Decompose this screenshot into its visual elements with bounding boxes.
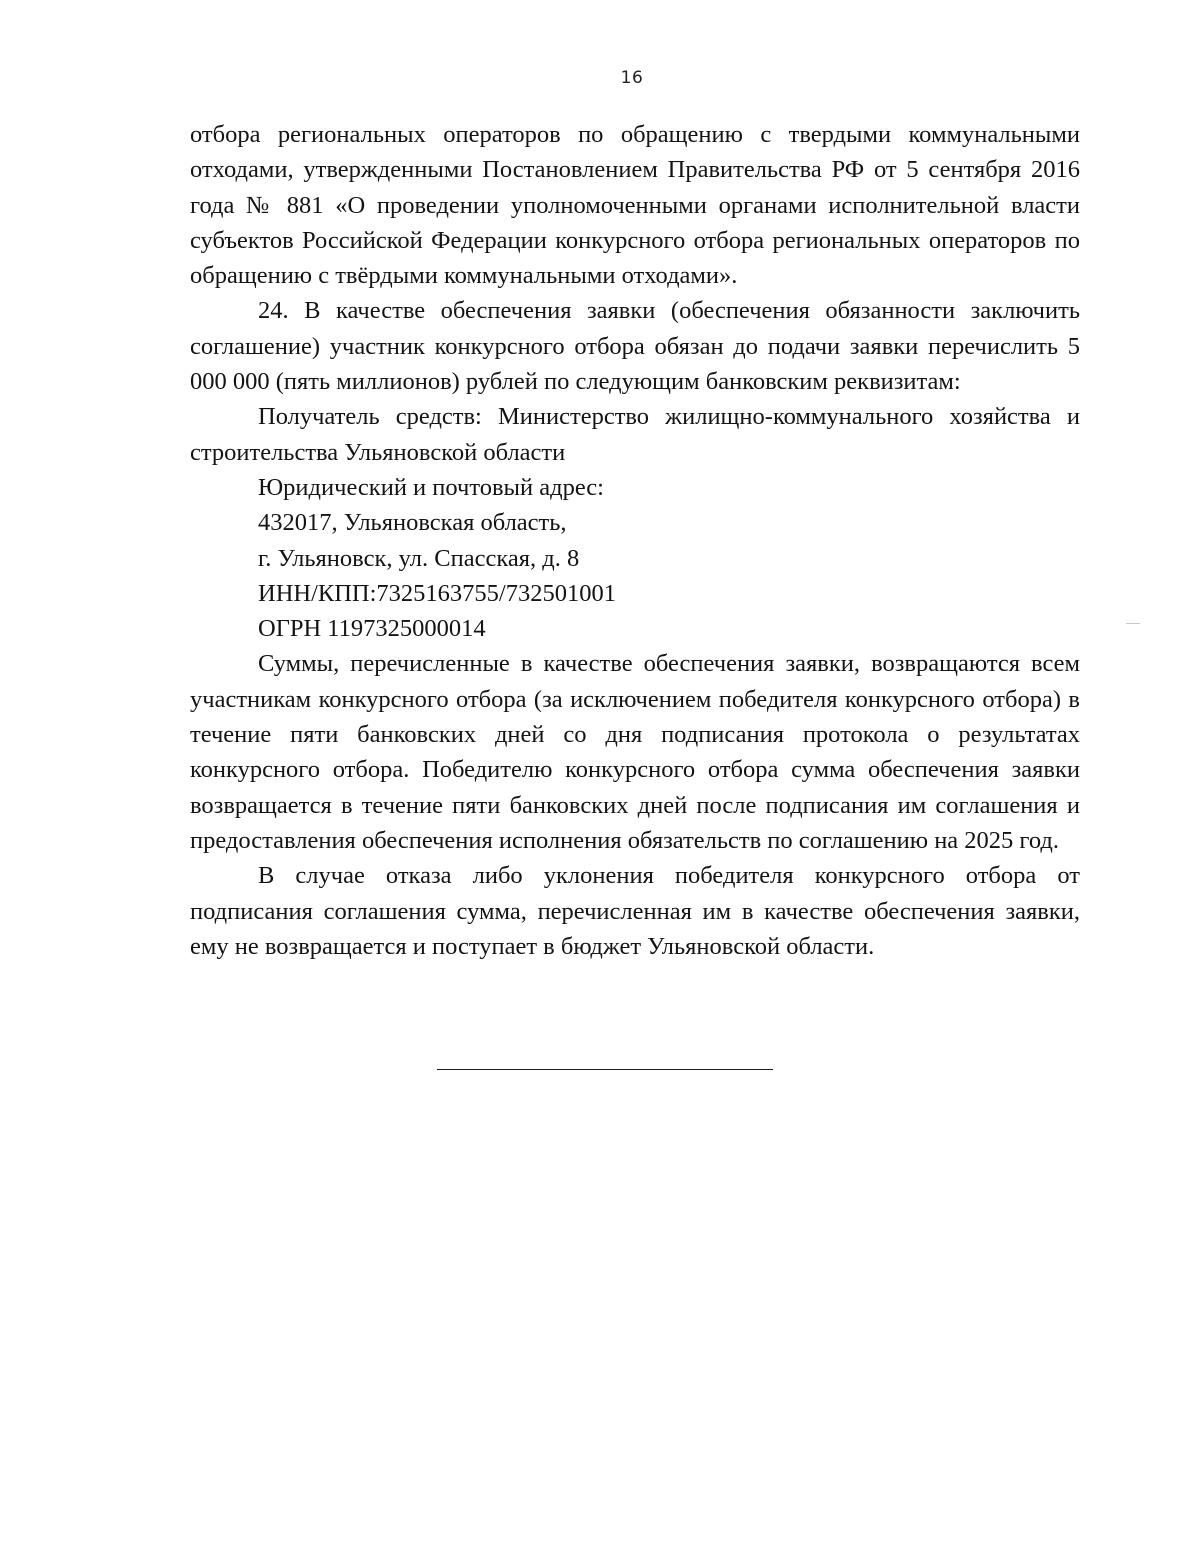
address-line-2: г. Ульяновск, ул. Спасская, д. 8	[258, 544, 580, 572]
end-of-document-rule	[437, 1069, 773, 1070]
document-body	[190, 117, 1080, 964]
paragraph-refund: Суммы, перечисленные в качестве обеспечения заявки, возвращаются всем участникам конкурсного отбора (за исключением победителя конкурсного отбора) в течение пяти банковских дней со дня подписания протокола о результатах конкурсного отбора. Победителю конкурсного отбора сумма обеспечения заявки возвращается в течение пяти банковских дней после подписания им соглашения и предоставления обеспечения исполнения обязательств по соглашению на 2025 год.	[190, 650, 1080, 854]
paragraph-recipient: Получатель средств: Министерство жилищно-коммунального хозяйства и строительства Ульяновской области	[190, 403, 1080, 466]
scan-edge-mark	[1126, 623, 1140, 624]
ogrn: ОГРН 1197325000014	[258, 615, 486, 643]
address-line-1: 432017, Ульяновская область,	[258, 509, 567, 537]
paragraph-continuation: отбора региональных операторов по обращению с твердыми коммунальными отходами, утвержденными Постановлением Правительства РФ от 5 сентября 2016 года № 881 «О проведении уполномоченными органами исполнительной власти субъектов Российской Федерации конкурсного отбора региональных операторов по обращению с твёрдыми коммунальными отходами».	[190, 121, 1080, 290]
inn-kpp: ИНН/КПП:7325163755/732501001	[258, 579, 616, 607]
paragraph-refusal: В случае отказа либо уклонения победителя конкурсного отбора от подписания соглашения сумма, перечисленная им в качестве обеспечения заявки, ему не возвращается и поступает в бюджет Ульяновской области.	[190, 862, 1080, 960]
paragraph-item-24: 24. В качестве обеспечения заявки (обеспечения обязанности заключить соглашение) участник конкурсного отбора обязан до подачи заявки перечислить 5 000 000 (пять миллионов) рублей по следующим банковским реквизитам:	[190, 297, 1080, 396]
address-label: Юридический и почтовый адрес:	[258, 473, 604, 501]
page-number: 16	[620, 68, 644, 88]
